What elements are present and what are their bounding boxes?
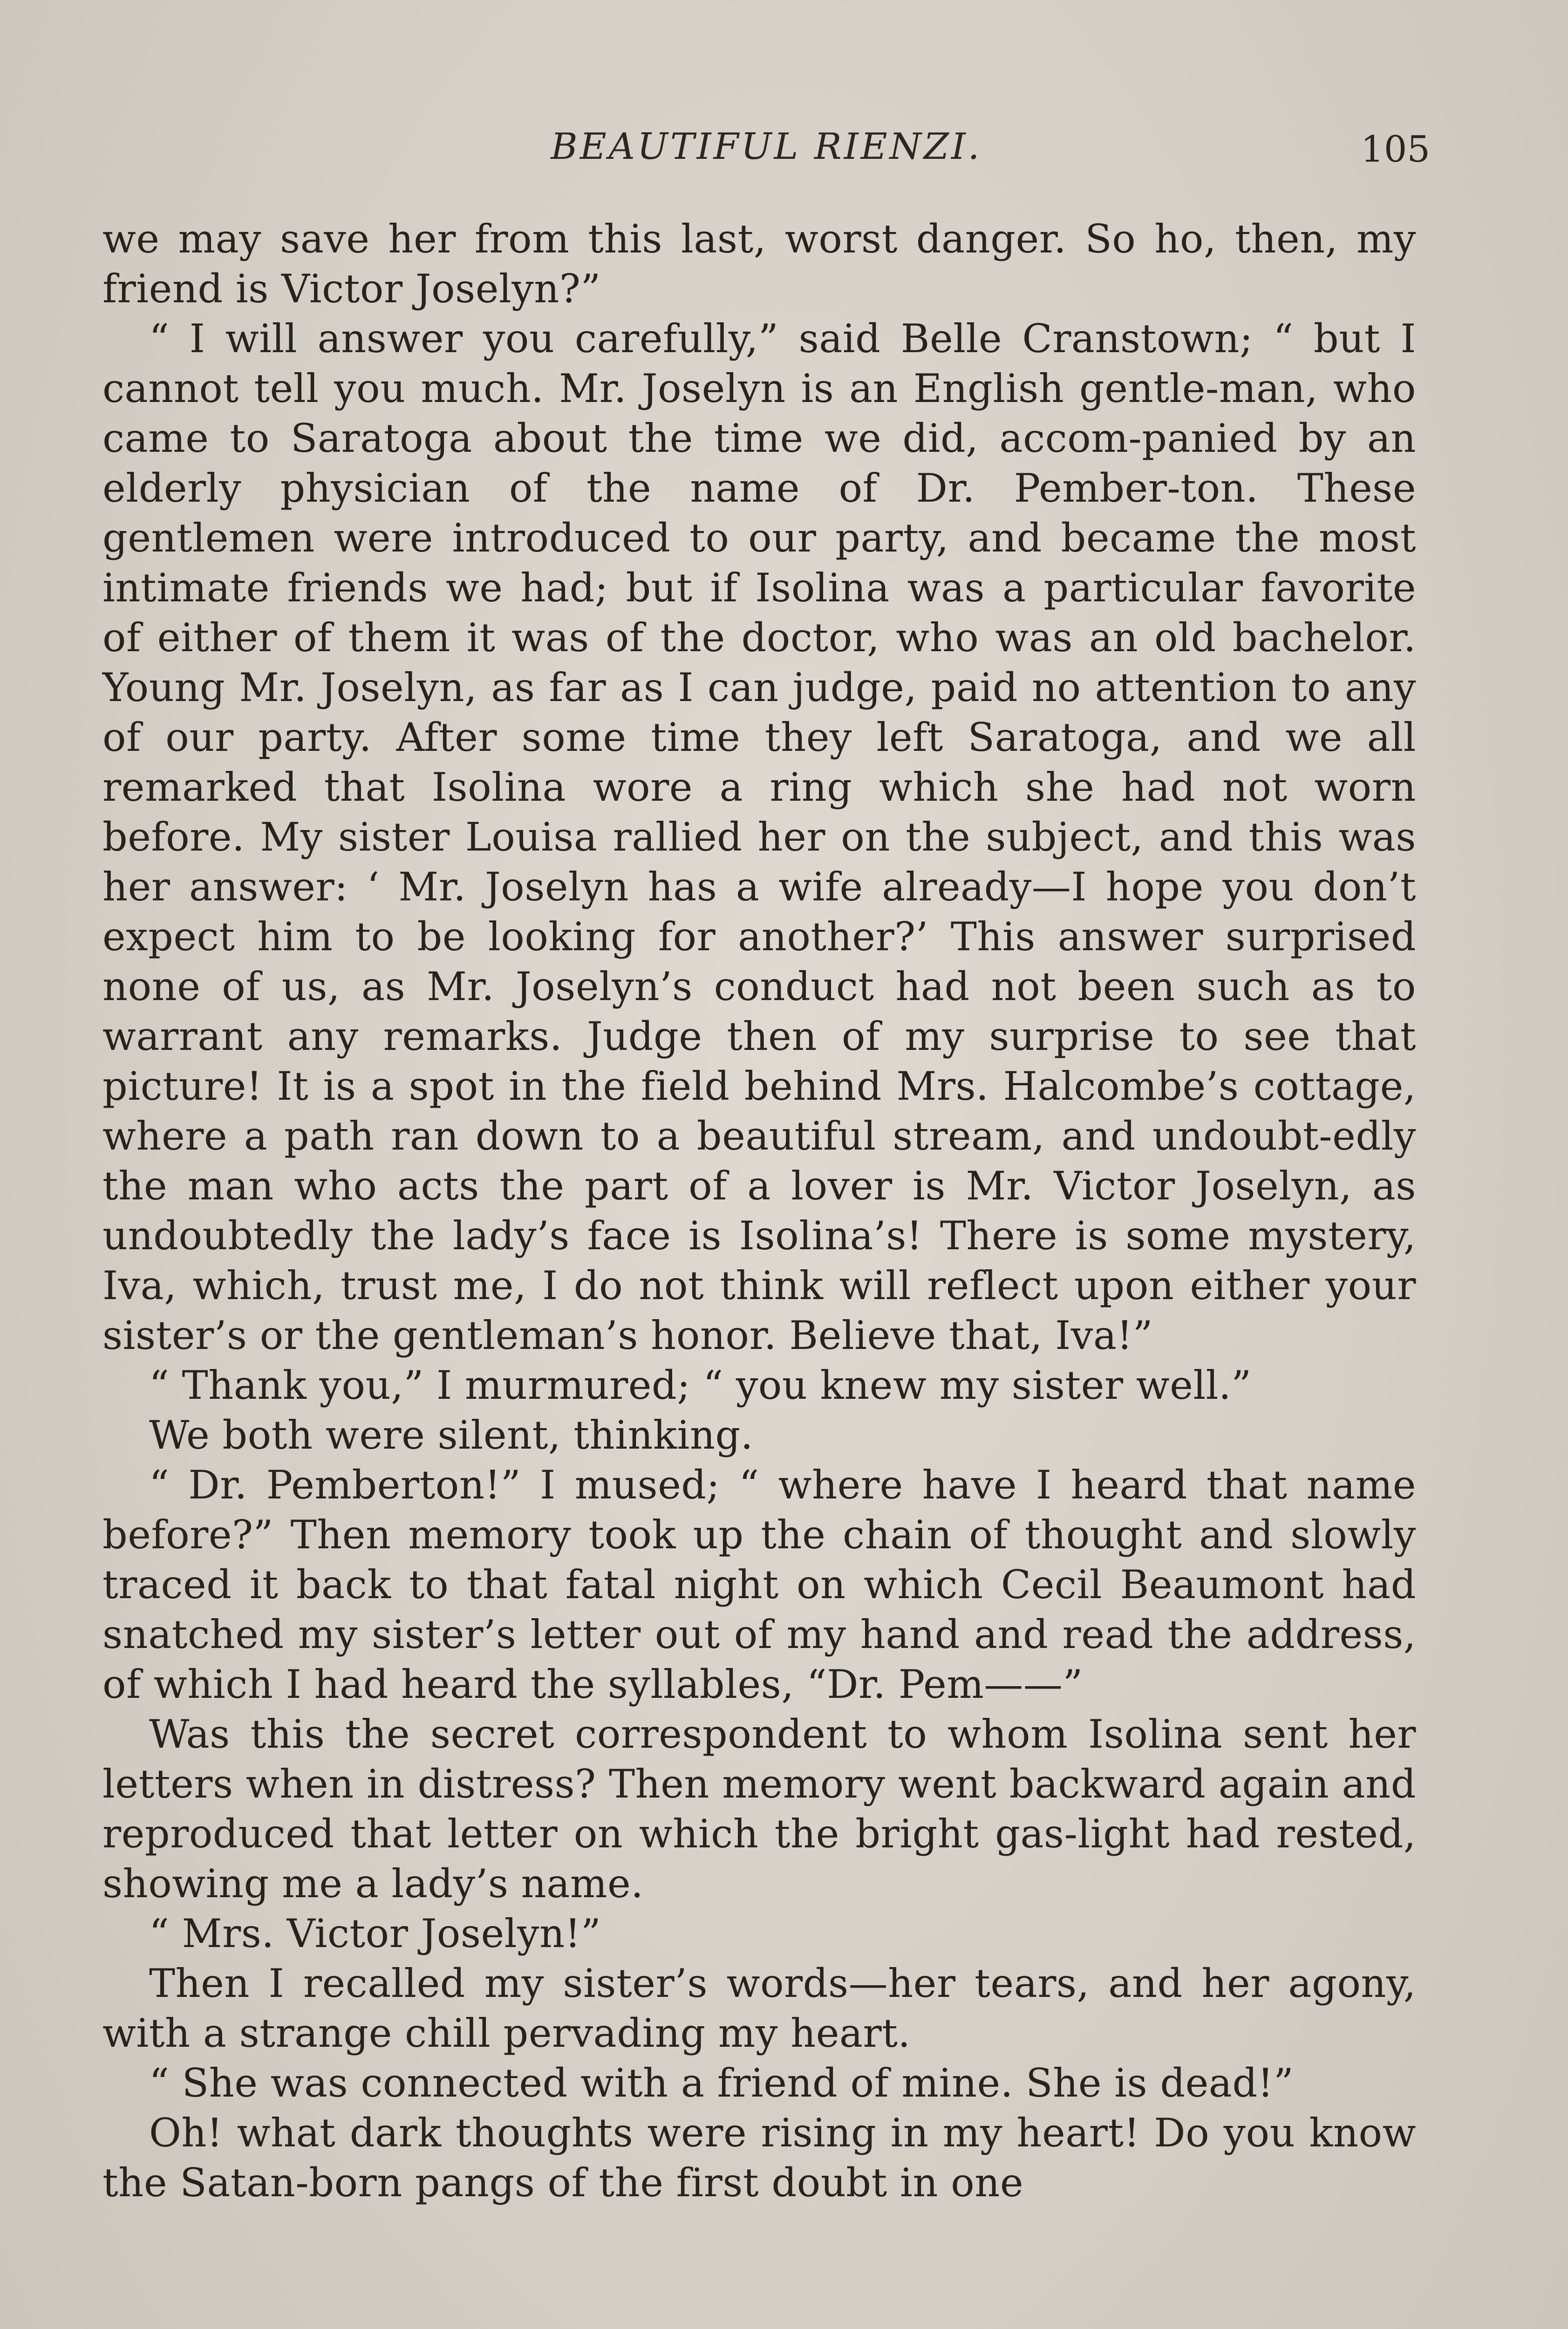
paragraph-7: “ Mrs. Victor Joselyn!”: [149, 1911, 601, 1956]
paragraph-8: Then I recalled my sister’s words—her tears, and her agony, with a strange chill pervading my heart.: [102, 1961, 1416, 2056]
paragraph-10: Oh! what dark thoughts were rising in my heart! Do you know the Satan-born pangs of the first doubt in one: [102, 2110, 1416, 2206]
paragraph-6: Was this the secret correspondent to whom Isolina sent her letters when in distress? Then memory went backward again and reproduced that letter on which the bright gas-light had rested, showing me a lady’s name.: [102, 1711, 1416, 1907]
paragraph-4: We both were silent, thinking.: [149, 1412, 753, 1458]
paragraph-1: we may save her from this last, worst danger. So ho, then, my friend is Victor Joselyn?”: [102, 216, 1416, 312]
body-text: [102, 214, 1416, 2208]
page-number: 105: [1361, 129, 1430, 170]
paragraph-2: “ I will answer you carefully,” said Belle Cranstown; “ but I cannot tell you much. Mr. Joselyn is an English gentle-man, who came to Saratoga about the time we did, accom-panied by an elderly physician of the name of Dr. Pember-ton. These gentlemen were introduced to our party, and became the most intimate friends we had; but if Isolina was a particular favorite of either of them it was of the doctor, who was an old bachelor. Young Mr. Joselyn, as far as I can judge, paid no attention to any of our party. After some time they left Saratoga, and we all remarked that Isolina wore a ring which she had not worn before. My sister Louisa rallied her on the subject, and this was her answer: ‘ Mr. Joselyn has a wife already—I hope you don’t expect him to be looking for another?’ This answer surprised none of us, as Mr. Joselyn’s conduct had not been such as to warrant any remarks. Judge then of my surprise to see that picture! It is a spot in the field behind Mrs. Halcombe’s cottage, where a path ran down to a beautiful stream, and undoubt-edly the man who acts the part of a lover is Mr. Victor Joselyn, as undoubtedly the lady’s face is Isolina’s! There is some mystery, Iva, which, trust me, I do not think will reflect upon either your sister’s or the gentleman’s honor. Believe that, Iva!”: [102, 316, 1416, 1358]
paragraph-3: “ Thank you,” I murmured; “ you knew my sister well.”: [149, 1362, 1252, 1408]
paragraph-9: “ She was connected with a friend of mine. She is dead!”: [149, 2060, 1294, 2106]
page-header: [107, 126, 1430, 182]
running-title: BEAUTIFUL RIENZI.: [551, 126, 982, 168]
paragraph-5: “ Dr. Pemberton!” I mused; “ where have I heard that name before?” Then memory took up the chain of thought and slowly traced it back to that fatal night on which Cecil Beaumont had snatched my sister’s letter out of my hand and read the address, of which I had heard the syllables, “Dr. Pem——”: [102, 1462, 1416, 1707]
